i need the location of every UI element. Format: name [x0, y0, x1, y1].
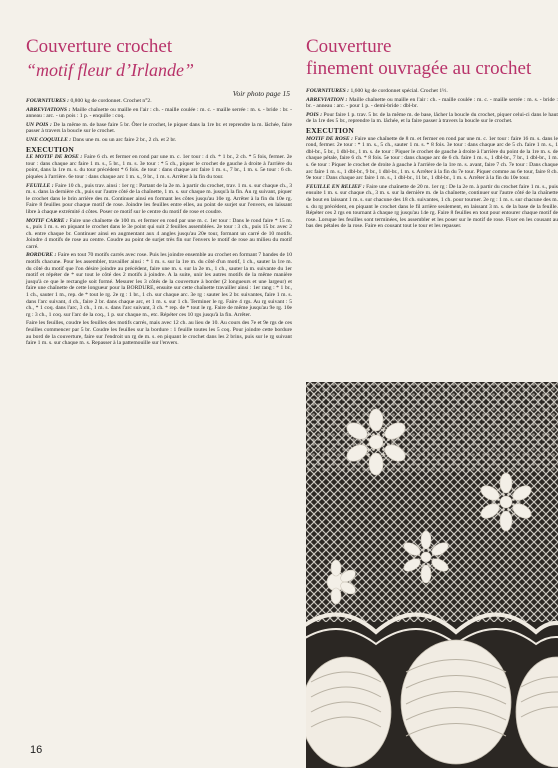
- right-fournitures-text: 1,600 kg de cordonnet spécial. Crochet 1½.: [350, 88, 448, 94]
- rose-text: Faire 6 ch. et fermer en rond par une m. c. 1er tour : 4 ch. * 1 br., 2 ch. * 5 fois, fermer. 2e tour : dans chaque arc faire 1 m. s., 5 br., 1 m. s. 3e tour : * 5 ch., piquer le crochet de gauche à droite à l'arrière du point, dans la 1re m. s. du tour précédent * 6 fois. 4e tour : dans chaque arc faire 1 m. s., 7 br., 1 m. s. 5e tour : 6 ch. piquées à l'arrière. 6e tour : dans chaque arc 1 m. s., 9 br., 1 m. s. Arrêter à la fin du tour.: [26, 154, 292, 180]
- rose-paragraph: [26, 154, 292, 180]
- right-feuille-text: Faire une chaînette de 20 m. 1er rg : De la 2e m. à partir du crochet faire 1 m. s., puis ensuite 1 m. s. sur chaque ch., 3 m. s. sur la dernière m. de la chaînette, continuer sur l'autre côté de la chaînette de bout en laissant 1 m. s. sur chacune des 18 ch. suivantes, 1 ch. pour tourner. 2e rg : 1 m. s. sur chacune des m. s. du rg précédent, en piquant le crochet dans le fil arrière seulement, en laissant 3 m. s. de la base de la feuille. Répéter ces 2 rgs en tournant à chaque rg jusqu'au 14e rg. Faire 8 feuilles en tout pour entourer chaque motif de rose. Lorsque les feuilles sont terminées, les assembler et les poser sur le motif de rose. Fixer en les cousant au bas des pétales de la rose. Faire en cousant tout le tour et les repasser.: [306, 183, 558, 230]
- abreviations-text: Maille chaînette ou maille en l'air : ch. - maille coulée : m. c. - maille serrée : m. s. - bride : br. - anneau : arc. - un pois : 1 p. - enquille : coq.: [26, 106, 292, 120]
- lace-illustration: [306, 382, 558, 768]
- page-number: 16: [30, 744, 43, 756]
- carre-text: Faire une chaînette de 100 m. et fermer en rond par une m. c. 1er tour : Dans le rond faire * 15 m. s., puis 1 m. s. en piquant le crochet dans le 3e point qui suit 2 feuilles assemblées. 2e tour : 3 ch., puis 15 br. avec 2 ch. entre chaque br. Continuer ainsi en augmentant aux 4 angles jusqu'au 20e tour, formant un carré de 10 motifs. Joindre 4 motifs de rose au centre. Coudre au point de surjet très fin sur l'envers le motif de rose au milieu du motif carré.: [26, 217, 292, 250]
- feuille-text: Faire 10 ch., puis trav. ainsi : 1er rg : Partant de la 2e m. à partir du crochet, trav. 1 m. s. sur chaque ch., 3 m. s. dans la dernière ch., puis sur l'autre côté de la chaînette, 1 m. s. sur chaque m. jusqu'à la fin. Au rg suivant, piquer le crochet dans le brin arrière des m. Continuer ainsi en formant les côtes jusqu'au 10e rg. Arrêter à la fin du 10e rg. Faire 8 feuilles pour chaque motif de rose. Joindre les feuilles entre elles, au point de surjet sur l'envers, en laissant libre à chaque extrémité 4 côtes. Poser ce motif sur le centre du motif de rose et coudre.: [26, 182, 292, 215]
- right-abreviation-paragraph: [306, 97, 558, 110]
- right-fournitures-paragraph: [306, 88, 558, 95]
- fournitures-text: 0,800 kg de cordonnet. Crochet n°2.: [70, 98, 152, 104]
- left-body: [26, 98, 292, 347]
- right-body: [306, 88, 558, 230]
- left-title: Couverture crochet: [26, 36, 173, 57]
- right-pois-text: Pour faire 1 p. trav. 5 br. de la même m. de base, lâcher la boucle du crochet, piquer celui-ci dans le haut de la 1re des 5 br., reprendre la m. lâchée, et la faire passer à travers la boucle sur le crochet.: [306, 111, 558, 125]
- coquille-paragraph: [26, 137, 292, 144]
- photo-reference: Voir photo page 15: [232, 89, 290, 98]
- right-feuille-paragraph: [306, 184, 558, 230]
- point-label: UN POIS :: [26, 121, 52, 128]
- left-subtitle: “motif fleur d’Irlande”: [26, 60, 195, 80]
- right-pois-paragraph: [306, 112, 558, 125]
- fournitures-paragraph: [26, 98, 292, 105]
- right-feuille-label: FEUILLE EN RELIEF :: [306, 183, 365, 190]
- bordure-text: Faire en tout 70 motifs carrés avec rose. Puis les joindre ensemble au crochet en formant 7 bandes de 10 motifs chacune. Pour les assembler, travailler ainsi : * 1 m. s. sur la 1re m. du côté d'un motif, 1 ch., sauter la 1re m. du côté du motif que l'on désire joindre au précédent, faire une m. s. sur la 2e m., 1 ch., sauter la m. suivante du 1er motif et répéter de * sur tout le côté des 2 motifs à joindre. A la suite, unir les autres motifs de la même manière jusqu'à ce que le rectangle soit formé. Mesurer les 3 côtés de la couverture à border (2 longueurs et une largeur) et faire une chaînette de cette longueur pour la BORDURE, ensuite sur cette chaînette travailler ainsi : 1er rang : * 1 br., 1 ch., sauter 1 m., rep. de * tout le rg. 2e rg : 1 br., 1 ch. sur chaque arc. 3e rg : sauter les 2 br. suivantes, faire 1 m. s. dans l'arc suivant, 4 ch., faire 2 br. dans chaque arc, et 1 m. s. sur 1 ch. Terminer le rg. Faire 4 rgs. Au rg suivant : 5 ch., * 1 coq. dans l'arc, 3 ch., 1 m. s. dans l'arc suivant, 3 ch. * rep. de * tout le rg. Faire de même jusqu'au 9e rg. 10e rg : 3 ch., 1 coq. sur l'arc de la coq., 1 p. sur chaque m., etc. Répéter ces 10 rgs jusqu'à la fin. Arrêter.: [26, 252, 293, 318]
- final-paragraph: Faire les feuilles, coudre les feuilles des motifs carrés, mais avec 12 ch. au lieu de 10. Au cours des 7e et 9e rgs de ces feuilles commencer par 5 br. Coudre les feuilles sur la bordure : 1 feuille toutes les 5 coq. Pour joindre cette bordure au bord de la couverture, faire sur l'endroit un rg de m. s. en piquant le crochet dans les 2 brins, puis sur le rg suivant faire 1 m. s. sur chaque m. s. Repasser à la pattemouille sur l'envers.: [26, 320, 292, 347]
- feuille-paragraph: [26, 183, 292, 216]
- coquille-label: UNE COQUILLE :: [26, 136, 72, 143]
- right-execution-heading: EXECUTION: [306, 125, 355, 135]
- point-paragraph: [26, 122, 292, 135]
- right-fournitures-label: FOURNITURES :: [306, 88, 350, 94]
- carre-label: MOTIF CARRE :: [26, 217, 68, 224]
- right-title: Couverture: [306, 36, 392, 57]
- rose-label: LE MOTIF DE ROSE :: [26, 154, 83, 161]
- right-column: [306, 36, 558, 232]
- bordure-paragraph: [26, 252, 292, 318]
- right-abreviation-label: ABREVIATION :: [306, 96, 348, 103]
- right-rose-text: Faire une chaînette de 8 m. et fermer en rond par une m. c. 1er tour : faire 16 m. s. dans le rond, fermer. 2e tour : * 1 m. s., 5 ch., sauter 1 m. s. * 8 fois. 3e tour : dans chaque arc de 5 ch. faire 1 m. s., 1 dbl-br., 5 br., 1 dbl-br., 1 m. s. 4e tour : Piquer le crochet de gauche à droite à l'arrière du point de la 1re m. s. de chaque pétale, faire 6 ch. * 8 fois. 5e tour : dans chaque arc de 6 ch. faire 1 m. s., 1 dbl-br., 7 br., 1 dbl-br., 1 m. s. 6e tour : Piquer le crochet de droite à gauche à l'arrière de la 1re m. s. avant, faire 7 ch. 7e tour : Dans chaque arc faire 1 m. s., 1 dbl-br., 9 br., 1 dbl-br., 1 m. s. Arrêter à la fin du 7e tour. Piquer comme au 6e tour, faire 8 ch. 9e tour : Dans chaque arc faire 1 m. s., 1 dbl-br., 11 br., 1 dbl-br., 1 m. s. Arrêter à la fin du 10e tour.: [306, 135, 558, 182]
- right-rose-paragraph: [306, 136, 558, 182]
- right-subtitle: finement ouvragée au crochet: [306, 58, 532, 79]
- lace-photo: [306, 382, 558, 768]
- right-rose-label: MOTIF DE ROSE :: [306, 135, 354, 142]
- carre-paragraph: [26, 218, 292, 251]
- left-column: [26, 36, 292, 349]
- coquille-text: Dans une m. ou un arc faire 2 br., 2 ch. et 2 br.: [72, 136, 177, 143]
- point-text: De la même m. de base faire 5 br. Ôter le crochet, le piquer dans la 1re br. et reprendre la m. lâchée, faire passer à travers la boucle sur le crochet.: [26, 121, 293, 135]
- right-pois-label: POIS :: [306, 111, 323, 118]
- right-abreviation-text: Maille chaînette ou maille en l'air : ch. - maille coulée : m. c. - maille serrée : m. s. - bride : br. - anneau : arc. - pour 1 p. - demi-bride : dbl-br.: [306, 96, 558, 110]
- feuille-label: FEUILLE :: [26, 182, 54, 189]
- execution-heading: EXECUTION: [26, 144, 75, 154]
- abreviations-label: ABREVIATIONS :: [26, 106, 71, 113]
- bordure-label: BORDURE :: [26, 252, 57, 259]
- fournitures-label: FOURNITURES :: [26, 98, 70, 104]
- abreviations-paragraph: [26, 107, 292, 120]
